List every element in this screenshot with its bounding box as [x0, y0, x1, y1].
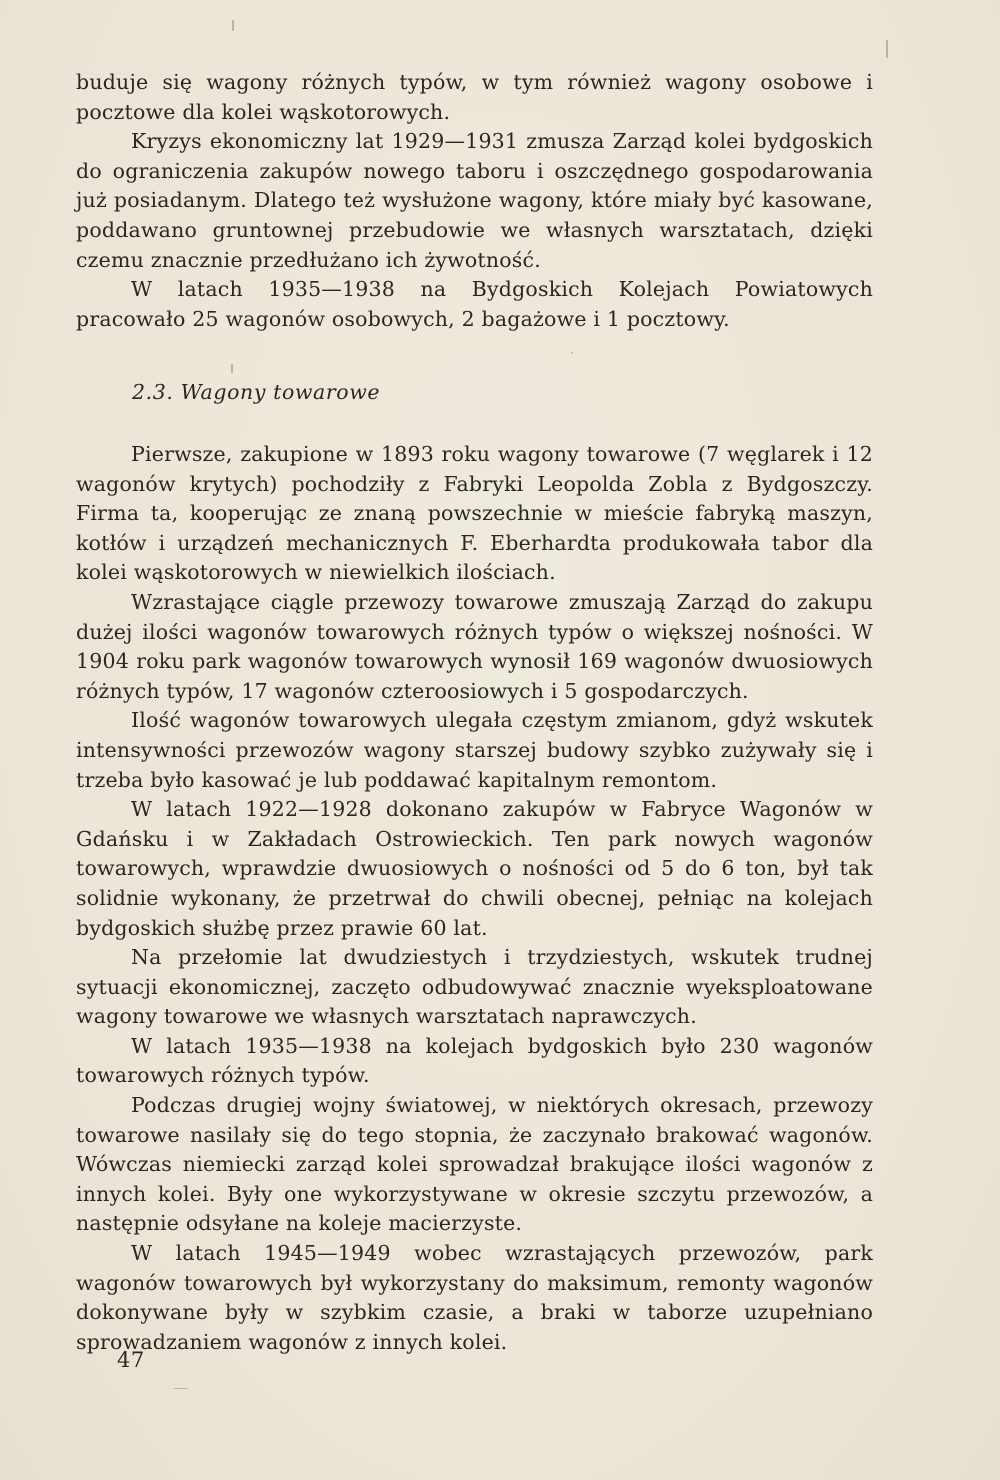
paragraph: Wzrastające ciągle przewozy towarowe zmuszają Zarząd do zakupu dużej ilości wagonów towarowych różnych typów o większej nośności. W 1904 roku park wagonów towarowych wynosił 169 wagonów dwuosiowych różnych typów, 17 wagonów czteroosiowych i 5 gospodarczych. — [76, 589, 873, 703]
paper-speck — [886, 40, 888, 58]
paragraph: Kryzys ekonomiczny lat 1929—1931 zmusza Zarząd kolei bydgoskich do ograniczenia zakupów nowego taboru i oszczędnego gospodarowania już posiadanym. Dlatego też wysłużone wagony, które miały być kasowane, poddawano gruntownej przebudowie we własnych warsztatach, dzięki czemu znacznie przedłużano ich żywotność. — [76, 129, 873, 272]
paragraph: W latach 1922—1928 dokonano zakupów w Fabryce Wagonów w Gdańsku i w Zakładach Ostrowieckich. Ten park nowych wagonów towarowych, wprawdzie dwuosiowych o nośności od 5 do 6 ton, był tak solidnie wykonany, że przetrwał do chwili obecnej, pełniąc na kolejach bydgoskich służbę przez prawie 60 lat. — [76, 797, 873, 940]
paper-speck — [571, 352, 573, 354]
paragraph: Podczas drugiej wojny światowej, w niektórych okresach, przewozy towarowe nasilały się do tego stopnia, że zaczynało brakować wagonów. Wówczas niemiecki zarząd kolei sprowadzał brakujące ilości wagonów z innych kolei. Były one wykorzystywane w okresie szczytu przewozów, a następnie odsyłane na koleje macierzyste. — [76, 1093, 873, 1236]
paper-speck — [232, 20, 234, 31]
section-title: Wagony towarowe — [180, 380, 381, 404]
section-heading — [132, 380, 380, 404]
paragraph: Ilość wagonów towarowych ulegała częstym zmianom, gdyż wskutek intensywności przewozów wagony starszej budowy szybko zużywały się i trzeba było kasować je lub poddawać kapitalnym remontom. — [76, 708, 873, 792]
paragraph: W latach 1935—1938 na Bydgoskich Kolejach Powiatowych pracowało 25 wagonów osobowych, 2 bagażowe i 1 pocztowy. — [76, 277, 873, 331]
section-number: 2.3. — [132, 380, 174, 404]
paragraph: W latach 1945—1949 wobec wzrastających przewozów, park wagonów towarowych był wykorzystany do maksimum, remonty wagonów dokonywane były w szybkim czasie, a braki w taborze uzupełniano sprowadzaniem wagonów z innych kolei. — [76, 1241, 873, 1354]
paragraph: Na przełomie lat dwudziestych i trzydziestych, wskutek trudnej sytuacji ekonomicznej, zaczęto odbudowywać znacznie wyeksploatowane wagony towarowe we własnych warsztatach naprawczych. — [76, 945, 873, 1029]
continuation-text — [76, 68, 873, 334]
paper-speck — [174, 1388, 188, 1389]
paragraph: buduje się wagony różnych typów, w tym również wagony osobowe i pocztowe dla kolei wąskotorowych. — [76, 70, 873, 124]
section-text — [76, 440, 873, 1357]
paragraph: Pierwsze, zakupione w 1893 roku wagony towarowe (7 węglarek i 12 wagonów krytych) pochodziły z Fabryki Leopolda Zobla z Bydgoszczy. Firma ta, kooperując ze znaną powszechnie w mieście fabryką maszyn, kotłów i urządzeń mechanicznych F. Eberhardta produkowała tabor dla kolei wąskotorowych w niewielkich ilościach. — [76, 442, 873, 585]
paragraph: W latach 1935—1938 na kolejach bydgoskich było 230 wagonów towarowych różnych typów. — [76, 1033, 873, 1088]
paper-speck — [231, 364, 233, 373]
page-number: 47 — [117, 1348, 145, 1372]
